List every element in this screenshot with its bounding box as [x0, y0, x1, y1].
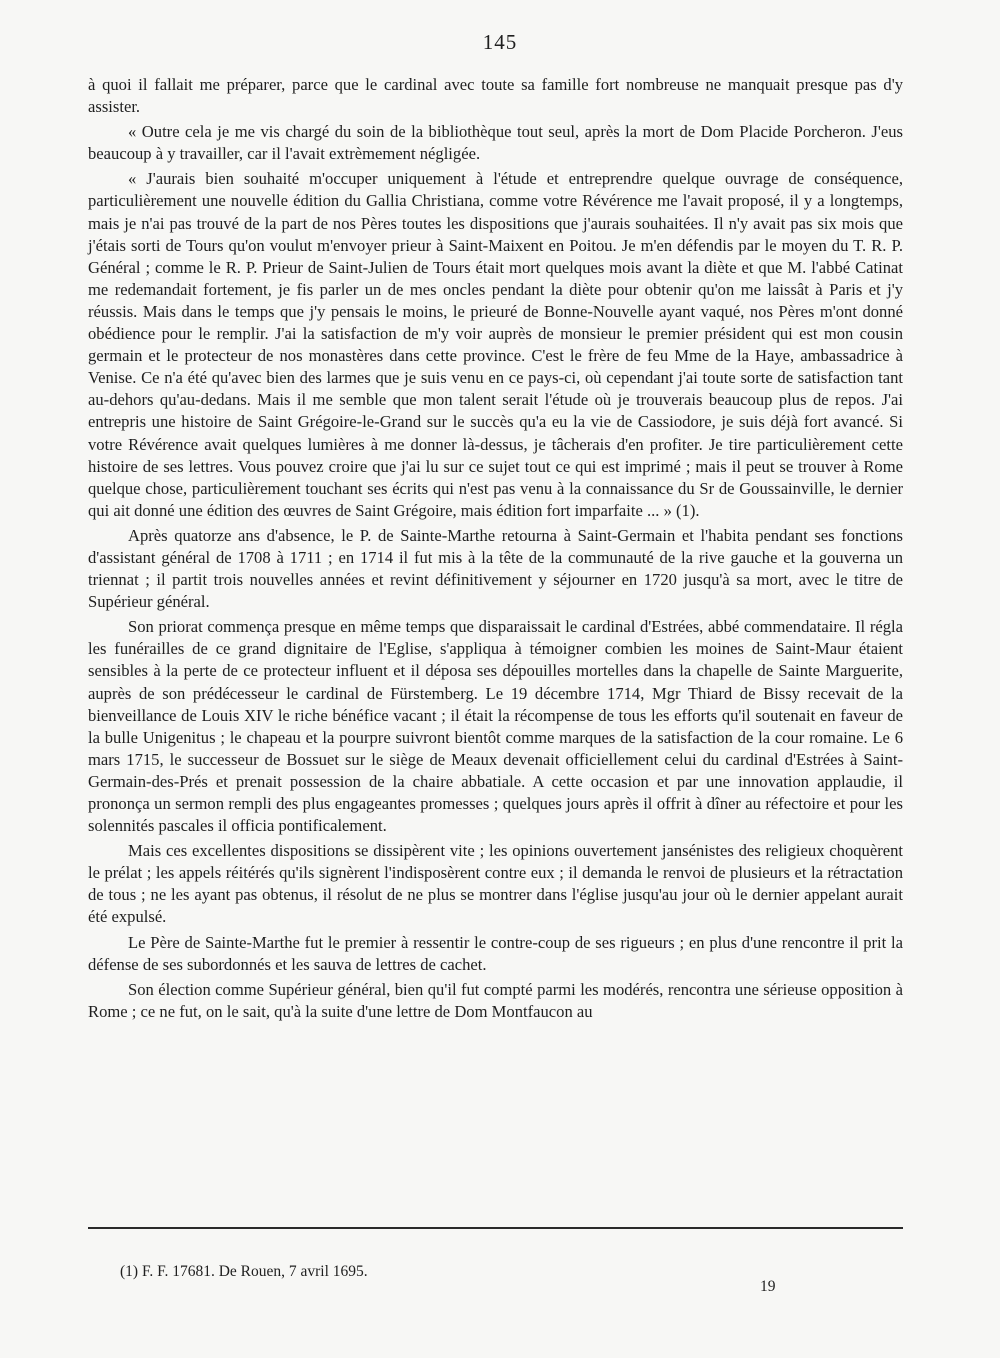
paragraph-6: Mais ces excellentes dispositions se dissipèrent vite ; les opinions ouvertement jansénistes des religieux choquèrent le prélat ; les appels réitérés qu'ils signèrent l'indisposèrent contre eux ; il demanda le renvoi de plusieurs et la rétractation de tous ; ne les ayant pas obtenus, il résolut de ne plus se montrer dans l'église jusqu'au jour où le dernier appelant aurait été expulsé.	[88, 841, 903, 927]
paragraph-5: Son priorat commença presque en même temps que disparaissait le cardinal d'Estrées, abbé commendataire. Il régla les funérailles de ce grand dignitaire de l'Eglise, s'appliqua à témoigner combien les moines de Saint-Maur étaient sensibles à la perte de ce protecteur influent et il déposa ses dépouilles mortelles dans la chapelle de Sainte Marguerite, auprès de son prédécesseur le cardinal de Fürstemberg. Le 19 décembre 1714, Mgr Thiard de Bissy recevait de la bienveillance de Louis XIV le riche bénéfice vacant ; il était la récompense de tous les efforts qu'il soutenait en faveur de la bulle Unigenitus ; le chapeau et la pourpre suivront bientôt comme marques de la satisfaction de la cour romaine. Le 6 mars 1715, le successeur de Bossuet sur le siège de Meaux devenait officiellement celui du cardinal d'Estrées à Saint-Germain-des-Prés et prenait possession de la chaire abbatiale. A cette occasion et par une innovation applaudie, il prononça un sermon rempli des plus engageantes promesses ; quelques jours après il offrit à dîner au réfectoire et pour les solennités pascales il officia pontificalement.	[88, 617, 903, 836]
paragraph-3: « J'aurais bien souhaité m'occuper uniquement à l'étude et entreprendre quelque ouvrage de conséquence, particulièrement une nouvelle édition du Gallia Christiana, comme votre Révérence me l'avait proposé, il y a longtemps, mais je n'ai pas trouvé de la part de nos Pères toutes les dispositions que j'aurais souhaitées. Il n'y avait pas six mois que j'étais sorti de Tours qu'on voulut m'envoyer prieur à Saint-Maixent en Poitou. Je m'en défendis par le moyen du T. R. P. Général ; comme le R. P. Prieur de Saint-Julien de Tours était mort quelques mois avant la diète et que M. l'abbé Catinat me redemandait fortement, je fis parler un de mes oncles pendant la diète pour obtenir qu'on me laissât à Paris et j'y réussis. Mais dans le temps que j'y pensais le moins, le prieuré de Bonne-Nouvelle ayant vaqué, nos Pères m'ont donné obédience pour le remplir. J'ai la satisfaction de m'y voir auprès de monsieur le premier président qui est mon cousin germain et le protecteur de nos monastères dans cette province. C'est le frère de feu Mme de la Haye, ambassadrice à Venise. Ce n'a été qu'avec bien des larmes que je suis venu en ce pays-ci, où cependant j'ai toute sorte de satisfaction tant au-dehors qu'au-dedans. Mais il me semble que mon talent serait l'étude où je trouverais beaucoup plus de repos. J'ai entrepris une histoire de Saint Grégoire-le-Grand sur le succès qu'a eu la vie de Cassiodore, je suis déjà fort avancé. Si votre Révérence avait quelques lumières à me donner là-dessus, je tâcherais d'en profiter. Je tire particulièrement cette histoire de ses lettres. Vous pouvez croire que j'ai lu sur ce sujet tout ce qui est imprimé ; mais il peut se trouver à Rome quelque chose, particulièrement touchant ses écrits qui n'est pas venu à la connaissance du Sr de Goussainville, le dernier qui ait donné une édition des œuvres de Saint Grégoire, mais édition fort imparfaite ... » (1).	[88, 169, 903, 520]
signature-mark: 19	[760, 1278, 776, 1295]
paragraph-2: « Outre cela je me vis chargé du soin de la bibliothèque tout seul, après la mort de Dom Placide Porcheron. J'eus beaucoup à y travailler, car il l'avait extrèmement négligée.	[88, 122, 903, 164]
footnote: (1) F. F. 17681. De Rouen, 7 avril 1695.	[120, 1263, 368, 1280]
paragraph-7: Le Père de Sainte-Marthe fut le premier à ressentir le contre-coup de ses rigueurs ; en plus d'une rencontre il prit la défense de ses subordonnés et les sauva de lettres de cachet.	[88, 932, 903, 974]
paragraph-1: à quoi il fallait me préparer, parce que le cardinal avec toute sa famille fort nombreuse ne manquait presque pas d'y assister.	[88, 75, 903, 117]
footnote-divider	[88, 1227, 903, 1229]
page-number: 145	[482, 30, 518, 54]
paragraph-4: Après quatorze ans d'absence, le P. de Sainte-Marthe retourna à Saint-Germain et l'habita pendant ses fonctions d'assistant général de 1708 à 1711 ; en 1714 il fut mis à la tête de la communauté de la rive gauche et la gouverna un triennat ; il partit trois nouvelles années et revint définitivement y séjourner en 1720 jusqu'à sa mort, avec le titre de Supérieur général.	[88, 525, 903, 612]
body-text	[88, 74, 903, 1026]
paragraph-8: Son élection comme Supérieur général, bien qu'il fut compté parmi les modérés, rencontra une sérieuse opposition à Rome ; ce ne fut, on le sait, qu'à la suite d'une lettre de Dom Montfaucon au	[88, 979, 903, 1021]
